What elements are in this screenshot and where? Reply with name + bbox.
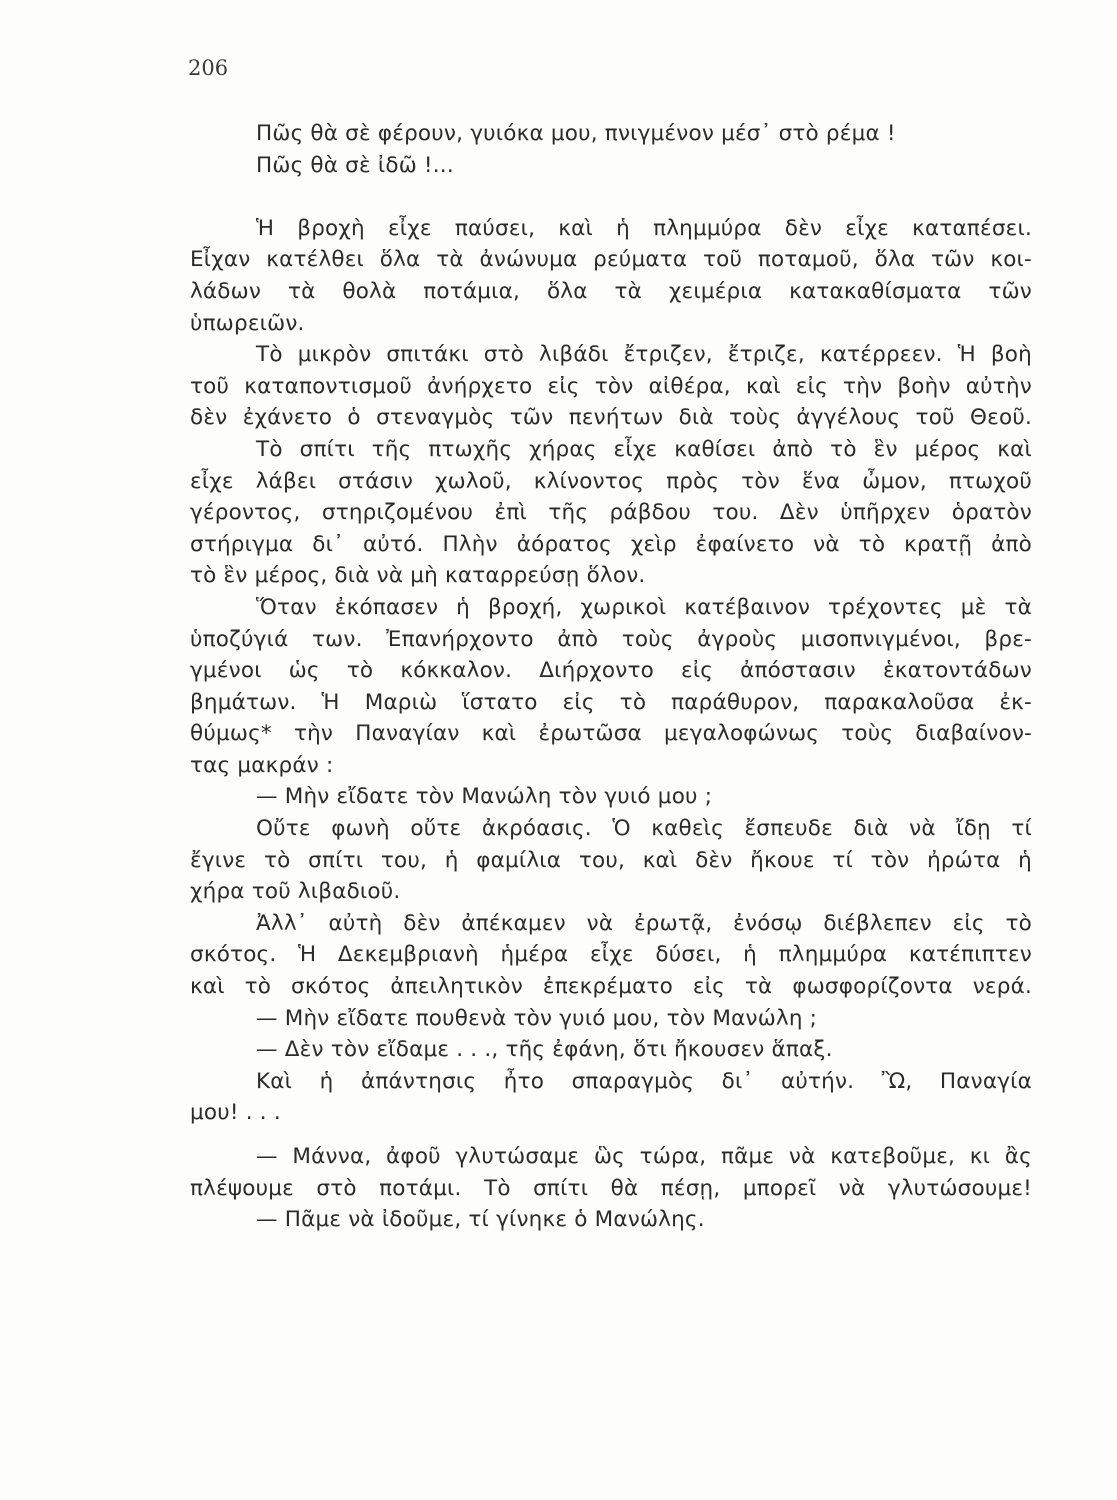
text-line: Εἶχαν κατέλθει ὅλα τὰ ἀνώνυμα ρεύματα τοῦ ποταμοῦ, ὅλα τῶν κοι- bbox=[190, 247, 1032, 273]
text-line: Πῶς θὰ σὲ φέρουν, γυιόκα μου, πνιγμένον μέσ᾽ στὸ ρέμα ! bbox=[256, 121, 896, 146]
text-line: δὲν ἐχάνετο ὁ στεναγμὸς τῶν πενήτων διὰ τοὺς ἀγγέλους τοῦ Θεοῦ. bbox=[190, 405, 1032, 431]
text-line: θύμως* τὴν Παναγίαν καὶ ἐρωτῶσα μεγαλοφώνως τοὺς διαβαίνον- bbox=[190, 721, 1032, 747]
text-line: Τὸ μικρὸν σπιτάκι στὸ λιβάδι ἔτριζεν, ἔτριζε, κατέρρεεν. Ἡ βοὴ bbox=[256, 342, 1032, 368]
text-line: γέροντος, στηριζομένου ἐπὶ τῆς ράβδου του. Δὲν ὑπῆρχεν ὁρατὸν bbox=[190, 500, 1032, 526]
text-line: — Μὴν εἴδατε πουθενὰ τὸν γυιό μου, τὸν Μανώλη ; bbox=[256, 1005, 818, 1031]
text-line: ὑπωρειῶν. bbox=[190, 310, 305, 336]
text-line: εἶχε λάβει στάσιν χωλοῦ, κλίνοντος πρὸς τὸν ἕνα ὦμον, πτωχοῦ bbox=[190, 468, 1032, 494]
text-line: τὸ ἓν μέρος, διὰ νὰ μὴ καταρρεύσῃ ὅλον. bbox=[190, 563, 646, 589]
text-line: πλέψουμε στὸ ποτάμι. Τὸ σπίτι θὰ πέσῃ, μπορεῖ νὰ γλυτώσουμε! bbox=[190, 1175, 1032, 1201]
text-line: στήριγμα δι᾽ αὐτό. Πλὴν ἀόρατος χεὶρ ἐφαίνετο νὰ τὸ κρατῇ ἀπὸ bbox=[190, 531, 1032, 557]
text-line: χήρα τοῦ λιβαδιοῦ. bbox=[190, 879, 401, 905]
text-line: Ὅταν ἐκόπασεν ἡ βροχή, χωρικοὶ κατέβαινον τρέχοντες μὲ τὰ bbox=[256, 594, 1032, 620]
text-line: σκότος. Ἡ Δεκεμβριανὴ ἡμέρα εἶχε δύσει, ἡ πλημμύρα κατέπιπτεν bbox=[190, 942, 1032, 968]
text-line: — Πᾶμε νὰ ἰδοῦμε, τί γίνηκε ὁ Μανώλης. bbox=[256, 1207, 705, 1233]
text-line: βημάτων. Ἡ Μαριὼ ἵστατο εἰς τὸ παράθυρον, παρακαλοῦσα ἐκ- bbox=[190, 689, 1032, 715]
text-line: Ἡ βροχὴ εἶχε παύσει, καὶ ἡ πλημμύρα δὲν εἶχε καταπέσει. bbox=[256, 215, 1032, 241]
text-line: Οὔτε φωνὴ οὔτε ἀκρόασις. Ὁ καθεὶς ἔσπευδε διὰ νὰ ἴδῃ τί bbox=[256, 816, 1032, 842]
text-line: — Μὴν εἴδατε τὸν Μανώλη τὸν γυιό μου ; bbox=[256, 784, 713, 810]
text-line: Τὸ σπίτι τῆς πτωχῆς χήρας εἶχε καθίσει ἀπὸ τὸ ἓν μέρος καὶ bbox=[256, 436, 1032, 462]
text-line: λάδων τὰ θολὰ ποτάμια, ὅλα τὰ χειμέρια κατακαθίσματα τῶν bbox=[190, 278, 1032, 304]
text-line: ὑποζύγιά των. Ἐπανήρχοντο ἀπὸ τοὺς ἀγροὺς μισοπνιγμένοι, βρε- bbox=[190, 626, 1032, 652]
blank-line bbox=[190, 1129, 1032, 1141]
text-line: τας μακράν : bbox=[190, 752, 334, 778]
text-line: — Μάννα, ἀφοῦ γλυτώσαμε ὣς τώρα, πᾶμε νὰ κατεβοῦμε, κι ἂς bbox=[256, 1144, 1032, 1169]
text-line: ἔγινε τὸ σπίτι του, ἡ φαμίλια του, καὶ δὲν ἤκουε τί τὸν ἠρώτα ἡ bbox=[190, 847, 1032, 873]
text-line: Πῶς θὰ σὲ ἰδῶ !... bbox=[256, 152, 454, 178]
text-line: καὶ τὸ σκότος ἀπειλητικὸν ἐπεκρέματο εἰς τὰ φωσφορίζοντα νερά. bbox=[190, 974, 1032, 1000]
blank-line bbox=[190, 181, 1032, 213]
text-line: Καὶ ἡ ἀπάντησις ἦτο σπαραγμὸς δι᾽ αὐτήν. Ὢ, Παναγία bbox=[256, 1068, 1032, 1094]
body-text bbox=[190, 118, 1032, 1236]
page-number: 206 bbox=[188, 56, 229, 80]
text-line: Ἀλλ᾽ αὐτὴ δὲν ἀπέκαμεν νὰ ἐρωτᾷ, ἐνόσῳ διέβλεπεν εἰς τὸ bbox=[256, 910, 1032, 936]
text-line: μου! . . . bbox=[190, 1100, 281, 1126]
text-line: γμένοι ὡς τὸ κόκκαλον. Διήρχοντο εἰς ἀπόστασιν ἑκατοντάδων bbox=[190, 658, 1032, 684]
text-line: τοῦ καταποντισμοῦ ἀνήρχετο εἰς τὸν αἰθέρα, καὶ εἰς τὴν βοὴν αὐτὴν bbox=[190, 373, 1032, 399]
text-line: — Δὲν τὸν εἴδαμε . . ., τῆς ἐφάνη, ὅτι ἤκουσεν ἅπαξ. bbox=[256, 1037, 833, 1063]
